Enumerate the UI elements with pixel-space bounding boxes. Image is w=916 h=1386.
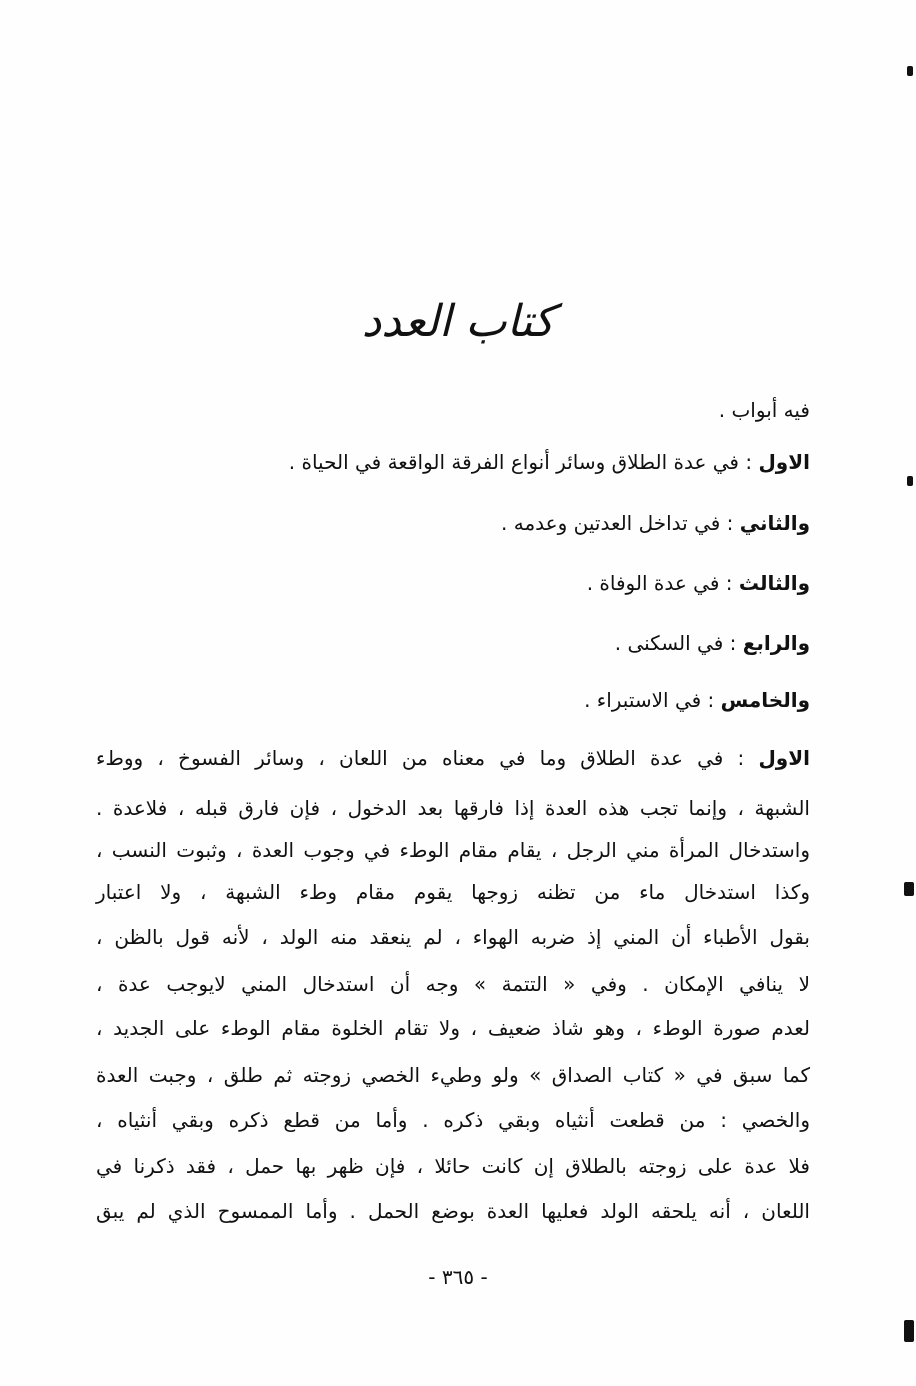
body-line: بقول الأطباء أن المني إذ ضربه الهواء ، لم ينعقد منه الولد ، لأنه قول بالظن ،: [96, 925, 810, 949]
chapter-label: والثاني: [739, 511, 810, 535]
chapter-line-4: [96, 623, 810, 663]
section-label: الاول: [758, 746, 810, 770]
chapter-line-5: [96, 680, 810, 720]
scan-edge-mark: [904, 882, 914, 896]
chapter-line-1: [96, 442, 810, 482]
chapter-text: : في عدة الوفاة .: [586, 571, 733, 595]
body-line: فلا عدة على زوجته بالطلاق إن كانت حائلا ، فإن ظهر بها حمل ، فقد ذكرنا في: [96, 1154, 810, 1178]
text-block: [96, 0, 810, 1386]
book-title: كتاب العدد: [361, 296, 555, 347]
body-line: وكذا استدخال ماء من تظنه زوجها يقوم مقام وطء الشبهة ، ولا اعتبار: [96, 880, 810, 904]
chapter-label: الاول: [758, 450, 810, 474]
chapter-label: والثالث: [738, 571, 810, 595]
chapter-label: والخامس: [720, 688, 810, 712]
scan-edge-mark: [904, 1320, 914, 1342]
section-first-line: [96, 738, 810, 778]
body-line: لا ينافي الإمكان . وفي « التتمة » وجه أن استدخال المني لايوجب عدة ،: [96, 972, 810, 996]
body-line: واستدخال المرأة مني الرجل ، يقام مقام الوطء في وجوب العدة ، وثبوت النسب ،: [96, 838, 810, 862]
chapter-text: : في عدة الطلاق وسائر أنواع الفرقة الواقعة في الحياة .: [288, 450, 753, 474]
body-line: اللعان ، أنه يلحقه الولد فعليها العدة بوضع الحمل . وأما الممسوح الذي لم يبق: [96, 1199, 810, 1223]
intro-line: فيه أبواب .: [718, 398, 810, 422]
body-line: كما سبق في « كتاب الصداق » ولو وطيء الخصي زوجته ثم طلق ، وجبت العدة: [96, 1063, 810, 1087]
chapter-text: : في الاستبراء .: [584, 688, 715, 712]
body-line: لعدم صورة الوطء ، وهو شاذ ضعيف ، ولا تقام الخلوة مقام الوطء على الجديد ،: [96, 1016, 810, 1040]
scan-edge-mark: [907, 476, 913, 486]
chapter-label: والرابع: [742, 631, 810, 655]
page-number: - ٣٦٥ -: [428, 1265, 488, 1289]
body-line: والخصي : من قطعت أنثياه وبقي ذكره . وأما من قطع ذكره وبقي أنثياه ،: [96, 1108, 810, 1132]
body-line: الشبهة ، وإنما تجب هذه العدة إذا فارقها بعد الدخول ، فإن فارق قبله ، فلاعدة .: [96, 796, 810, 820]
chapter-text: : في السكنى .: [614, 631, 737, 655]
section-first-text: : في عدة الطلاق وما في معناه من اللعان ، وسائر الفسوخ ، ووطء: [96, 746, 745, 770]
chapter-text: : في تداخل العدتين وعدمه .: [501, 511, 734, 535]
chapter-line-3: [96, 563, 810, 603]
chapter-line-2: [96, 503, 810, 543]
scan-edge-mark: [907, 66, 913, 76]
